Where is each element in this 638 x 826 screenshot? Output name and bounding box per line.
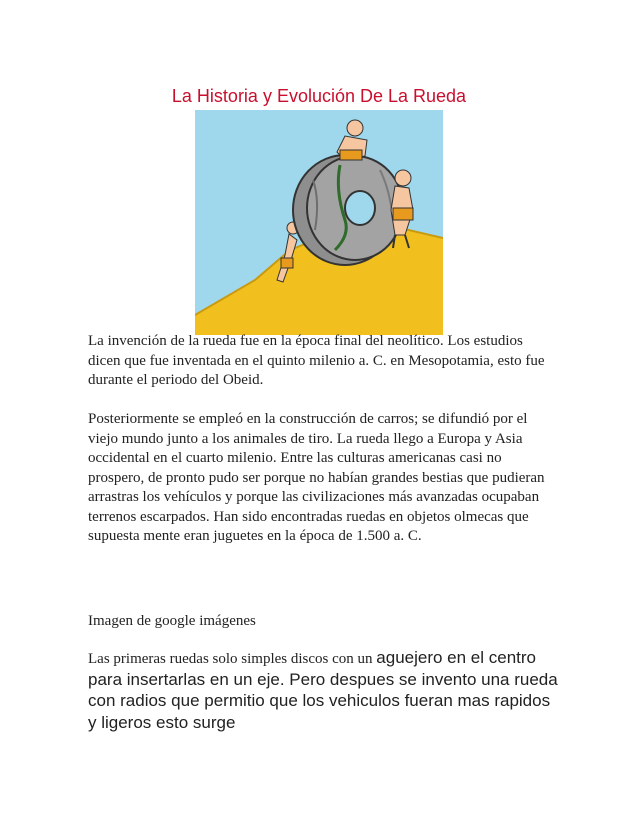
paragraph-first-wheels (88, 648, 558, 734)
paragraph-first-wheels-serif: Las primeras ruedas solo simples discos con un (88, 651, 377, 667)
paragraph-intro: La invención de la rueda fue en la época final del neolítico. Los estudios dicen que fue inventada en el quinto milenio a. C. en Mesopotamia, esto fue durante el periodo del Obeid. (88, 333, 545, 388)
image-credit: Imagen de google imágenes (88, 613, 256, 629)
paragraph-spread: Posteriormente se empleó en la construcción de carros; se difundió por el viejo mundo junto a los animales de tiro. La rueda llego a Europa y Asia occidental en el cuarto milenio. Entre las culturas americanas casi no prospero, de pronto pudo ser porque no habían grandes bestias que pudieran arrastras los vehículos y porque las civilizaciones más avanzadas ocupaban terrenos escarpados. Han sido encontradas ruedas en objetos olmecas que supuesta mente eran juguetes en la época de 1.500 a. C. (88, 411, 545, 544)
wheel-illustration (195, 110, 443, 335)
document-title: La Historia y Evolución De La Rueda (171, 86, 467, 106)
paragraph-first-wheels-sans: aguejero en el centro para insertarlas en un eje. Pero despues se invento una rueda con radios que permitio que los vehiculos fueran mas rapidos y ligeros esto surge (88, 648, 558, 732)
